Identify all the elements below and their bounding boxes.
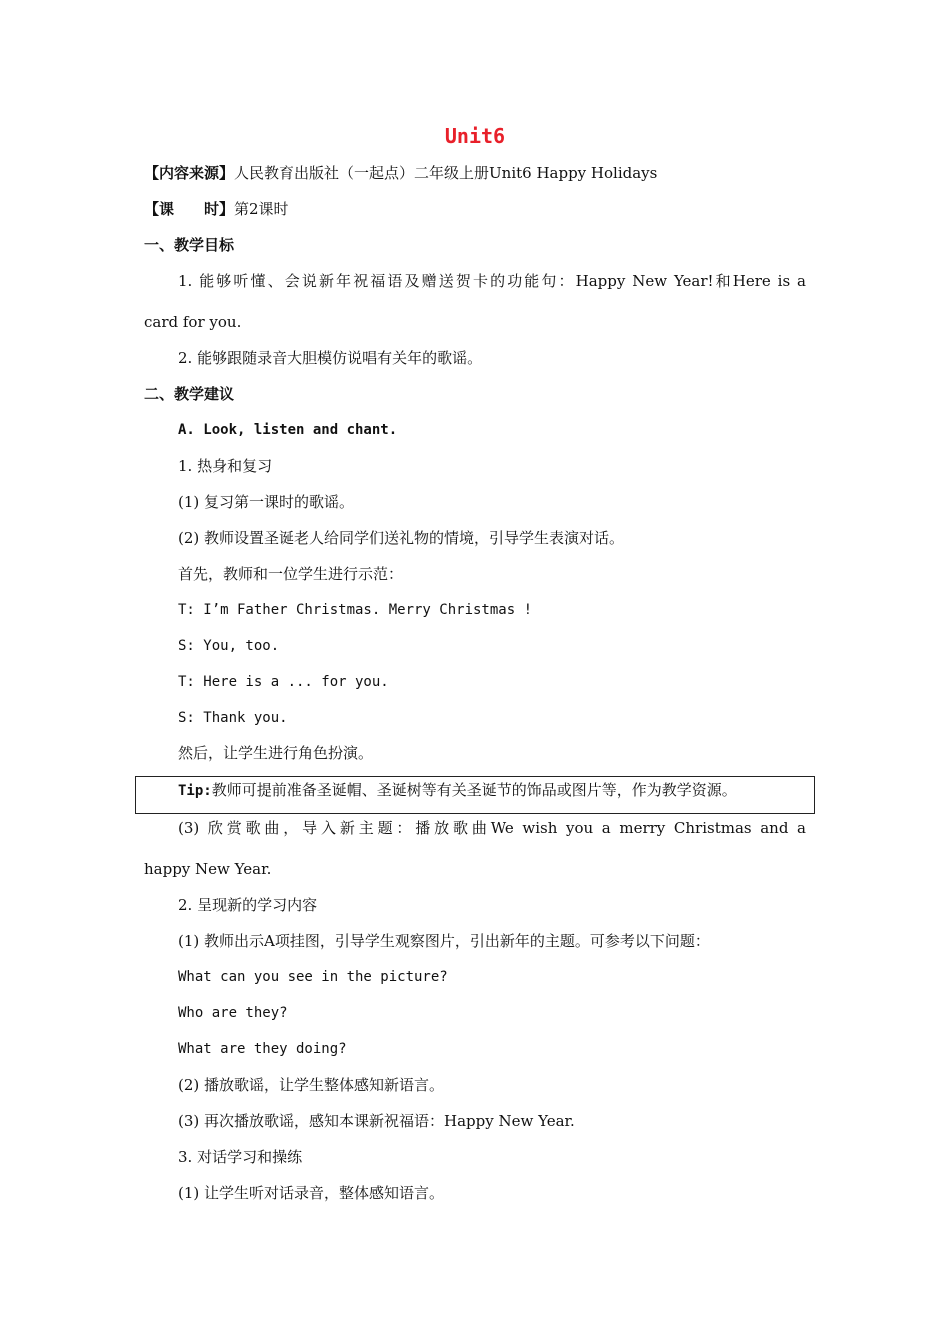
step-1-1: (1) 复习第一课时的歌谣。 bbox=[178, 493, 355, 511]
part-a-heading: A. Look, listen and chant. bbox=[178, 422, 398, 438]
step-2-1: (1) 教师出示A项挂图，引导学生观察图片，引出新年的主题。可参考以下问题： bbox=[178, 932, 710, 950]
source-text: 人民教育出版社（一起点）二年级上册Unit6 Happy Holidays bbox=[234, 164, 658, 182]
step-1-3-line-1: (3) 欣赏歌曲，导入新主题：播放歌曲We wish you a merry Christmas and a bbox=[178, 819, 806, 837]
step-2-2: (2) 播放歌谣，让学生整体感知新语言。 bbox=[178, 1076, 445, 1094]
period-label: 【课 时】 bbox=[144, 200, 235, 218]
dialog-line: S: Thank you. bbox=[178, 710, 288, 726]
step-1-3-line-2: happy New Year. bbox=[144, 860, 272, 878]
source-line bbox=[144, 163, 657, 183]
tip-text: 教师可提前准备圣诞帽、圣诞树等有关圣诞节的饰品或图片等，作为教学资源。 bbox=[211, 781, 737, 799]
dialog-line: T: Here is a ... for you. bbox=[178, 674, 389, 690]
dialog-line: S: You, too. bbox=[178, 638, 280, 654]
objective-2: 2. 能够跟随录音大胆模仿说唱有关年的歌谣。 bbox=[178, 349, 483, 367]
period-text: 第2课时 bbox=[234, 200, 289, 218]
step-3-heading: 3. 对话学习和操练 bbox=[178, 1148, 303, 1166]
tip-label: Tip: bbox=[178, 783, 212, 799]
question-line: What can you see in the picture? bbox=[178, 969, 448, 985]
question-line: What are they doing? bbox=[178, 1041, 347, 1057]
source-label: 【内容来源】 bbox=[144, 164, 235, 182]
objective-1-line-1: 1. 能够听懂、会说新年祝福语及赠送贺卡的功能句：Happy New Year!和Here is a bbox=[178, 272, 806, 290]
step-2-3: (3) 再次播放歌谣，感知本课新祝福语：Happy New Year. bbox=[178, 1112, 575, 1130]
step-3-1: (1) 让学生听对话录音，整体感知语言。 bbox=[178, 1184, 445, 1202]
objective-1-line-2: card for you. bbox=[144, 313, 242, 331]
period-line bbox=[144, 199, 289, 219]
page-title: Unit6 bbox=[444, 124, 506, 148]
question-line: Who are they? bbox=[178, 1005, 288, 1021]
first-demo: 首先，教师和一位学生进行示范： bbox=[178, 565, 404, 583]
step-1-heading: 1. 热身和复习 bbox=[178, 457, 273, 475]
role-play: 然后，让学生进行角色扮演。 bbox=[178, 744, 374, 762]
section-heading-suggestions: 二、教学建议 bbox=[144, 385, 235, 403]
dialog-line: T: I’m Father Christmas. Merry Christmas ! bbox=[178, 602, 533, 618]
step-1-2: (2) 教师设置圣诞老人给同学们送礼物的情境，引导学生表演对话。 bbox=[178, 529, 625, 547]
section-heading-objectives: 一、教学目标 bbox=[144, 236, 235, 254]
tip-line bbox=[178, 780, 737, 801]
step-2-heading: 2. 呈现新的学习内容 bbox=[178, 896, 318, 914]
